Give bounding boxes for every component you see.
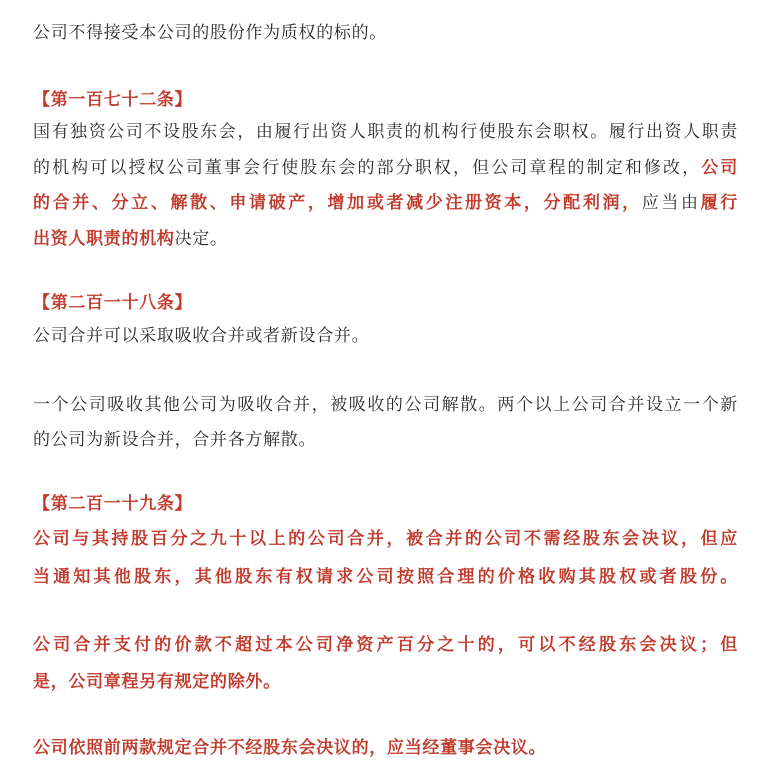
article-218-heading: 【第二百一十八条】 — [33, 293, 193, 313]
article-219-para-3-line-1: 公司依照前两款规定合并不经股东会决议的，应当经董事会决议。 — [33, 738, 547, 758]
article-219-para-2-line-2: 是，公司章程另有规定的除外。 — [33, 672, 281, 692]
article-172-heading: 【第一百七十二条】 — [33, 90, 193, 110]
article-218-para-1: 公司合并可以采取吸收合并或者新设合并。 — [33, 326, 370, 346]
article-172-line-4-normal: 决定。 — [174, 229, 228, 249]
article-172-line-1: 国有独资公司不设股东会，由履行出资人职责的机构行使股东会职权。履行出资人职责 — [33, 122, 738, 142]
article-172-line-3-red: 的合并、分立、解散、申请破产，增加或者减少注册资本，分配利润， — [33, 193, 642, 213]
article-172-line-2-red: 公司 — [701, 158, 738, 178]
article-219-heading: 【第二百一十九条】 — [33, 494, 193, 514]
article-218-para-2-line-2: 的公司为新设合并，合并各方解散。 — [33, 430, 317, 450]
article-172-line-3-red-tail: 履行 — [700, 193, 738, 213]
article-172-line-2 — [33, 156, 738, 180]
article-219-para-1-line-2: 当通知其他股东，其他股东有权请求公司按照合理的价格收购其股权或者股份。 — [33, 567, 738, 587]
article-219-para-2-line-1: 公司合并支付的价款不超过本公司净资产百分之十的，可以不经股东会决议；但 — [33, 635, 738, 655]
article-171-line-1: 公司不得接受本公司的股份作为质权的标的。 — [33, 23, 387, 43]
article-172-line-3-normal: 应当由 — [641, 193, 701, 213]
article-172-line-4 — [33, 227, 228, 251]
article-172-line-4-red: 出资人职责的机构 — [33, 229, 175, 249]
article-171-tail-text — [33, 21, 387, 45]
article-172-line-3 — [33, 191, 738, 215]
article-219-para-1-line-1: 公司与其持股百分之九十以上的公司合并，被合并的公司不需经股东会决议，但应 — [33, 529, 738, 549]
article-218-para-2-line-1: 一个公司吸收其他公司为吸收合并，被吸收的公司解散。两个以上公司合并设立一个新 — [33, 395, 738, 415]
article-172-line-2-normal: 的机构可以授权公司董事会行使股东会的部分职权，但公司章程的制定和修改， — [33, 158, 702, 178]
